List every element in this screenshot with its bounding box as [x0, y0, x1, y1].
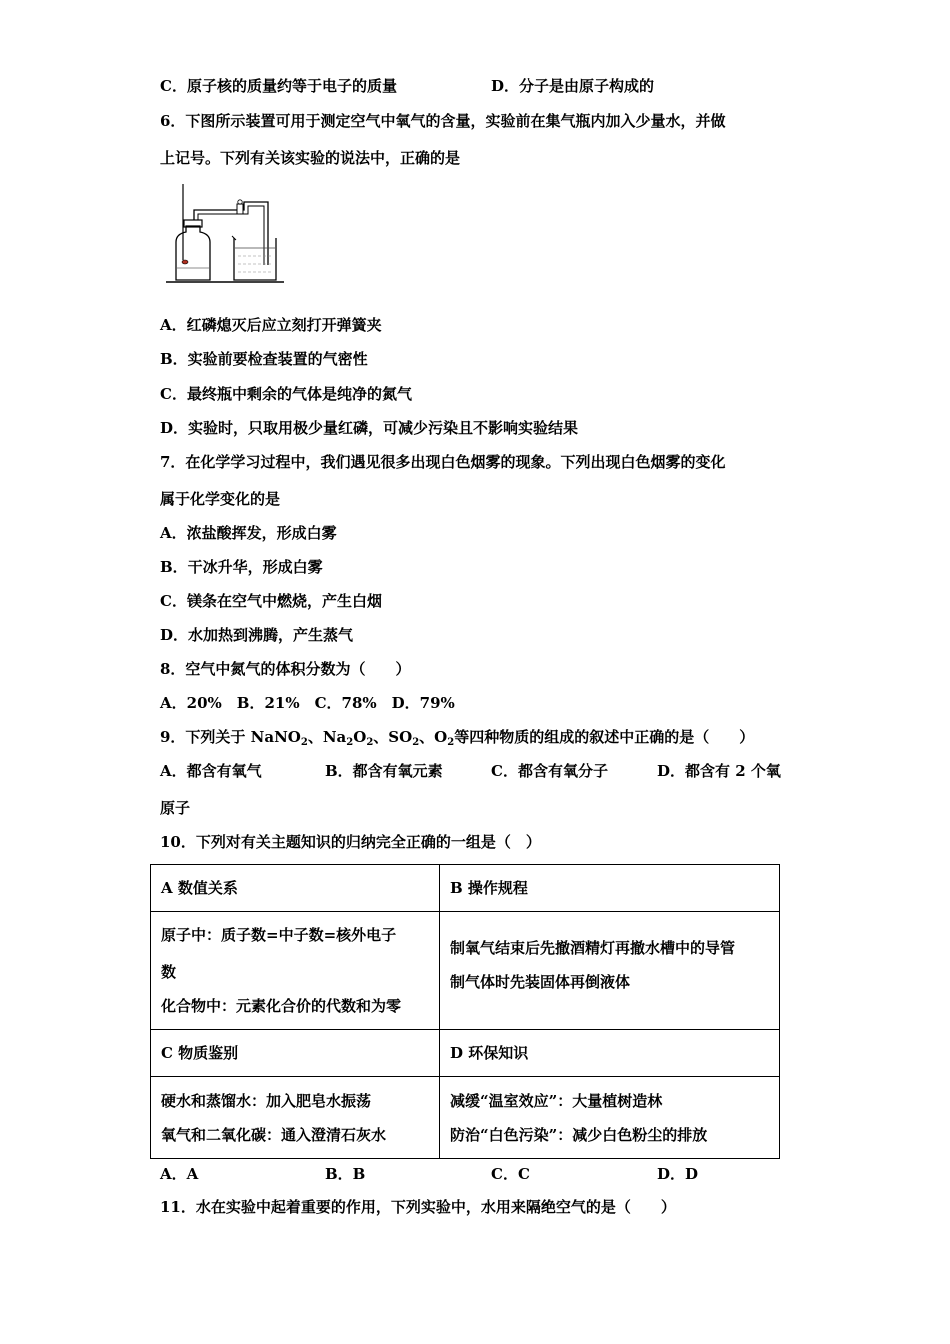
- q6-option-a: A．红磷熄灭后应立刻打开弹簧夹: [160, 316, 382, 334]
- q10-option-a: A．A: [160, 1165, 199, 1183]
- q7-option-b: B．干冰升华，形成白雾: [160, 558, 323, 576]
- q7-option-d: D．水加热到沸腾，产生蒸气: [160, 626, 354, 644]
- oxygen-measurement-apparatus-figure: [164, 180, 286, 286]
- q9-option-d: D．都含有 2 个氧: [657, 762, 781, 780]
- q6-stem-line1: 6．下图所示装置可用于测定空气中氧气的含量，实验前在集气瓶内加入少量水，并做: [160, 112, 726, 130]
- table-head-a: A 数值关系: [151, 865, 440, 912]
- table-head-c: C 物质鉴别: [151, 1030, 440, 1077]
- q9-option-a: A．都含有氧气: [160, 762, 262, 780]
- option-d-q5: D．分子是由原子构成的: [491, 77, 655, 95]
- q7-option-a: A．浓盐酸挥发，形成白雾: [160, 524, 337, 542]
- option-c-q5: C．原子核的质量约等于电子的质量: [160, 77, 397, 95]
- q7-stem-line2: 属于化学变化的是: [160, 490, 281, 508]
- table-body-b: 制氧气结束后先撤酒精灯再撤水槽中的导管 制气体时先装固体再倒液体: [440, 912, 780, 1030]
- q6-stem-line2: 上记号。下列有关该实验的说法中，正确的是: [160, 149, 461, 167]
- q6-option-d: D．实验时，只取用极少量红磷，可减少污染且不影响实验结果: [160, 419, 579, 437]
- q10-knowledge-table: [150, 864, 780, 1159]
- q11-stem: 11．水在实验中起着重要的作用，下列实验中，水用来隔绝空气的是（ ）: [160, 1198, 676, 1216]
- q6-option-c: C．最终瓶中剩余的气体是纯净的氮气: [160, 385, 412, 403]
- table-head-d: D 环保知识: [440, 1030, 780, 1077]
- q9-option-b: B．都含有氧元素: [325, 762, 443, 780]
- q6-option-b: B．实验前要检查装置的气密性: [160, 350, 368, 368]
- q9-option-d-continued: 原子: [160, 799, 191, 817]
- q9-stem: 9．下列关于 NaNO$_2$、$Na_2O_2$、$SO_2$、$O_2$等四种物质的组成的叙述中正确的是（ ）: [160, 728, 755, 748]
- q9-option-c: C．都含有氧分子: [491, 762, 608, 780]
- q8-options: A．20% B．21% C．78% D．79%: [160, 694, 455, 712]
- table-body-c: 硬水和蒸馏水：加入肥皂水振荡 氧气和二氧化碳：通入澄清石灰水: [151, 1077, 440, 1159]
- q10-option-d: D．D: [657, 1165, 699, 1183]
- table-head-b: B 操作规程: [440, 865, 780, 912]
- q8-stem: 8．空气中氮气的体积分数为（ ）: [160, 660, 411, 678]
- q7-option-c: C．镁条在空气中燃烧，产生白烟: [160, 592, 382, 610]
- q7-stem-line1: 7．在化学学习过程中，我们遇见很多出现白色烟雾的现象。下列出现白色烟雾的变化: [160, 453, 726, 471]
- table-body-d: 减缓“温室效应”：大量植树造林 防治“白色污染”：减少白色粉尘的排放: [440, 1077, 780, 1159]
- q10-option-c: C．C: [491, 1165, 530, 1183]
- q10-stem: 10．下列对有关主题知识的归纳完全正确的一组是（ ）: [160, 833, 541, 851]
- q10-option-b: B．B: [325, 1165, 366, 1183]
- table-body-a: 原子中：质子数=中子数=核外电子 数 化合物中：元素化合价的代数和为零: [151, 912, 440, 1030]
